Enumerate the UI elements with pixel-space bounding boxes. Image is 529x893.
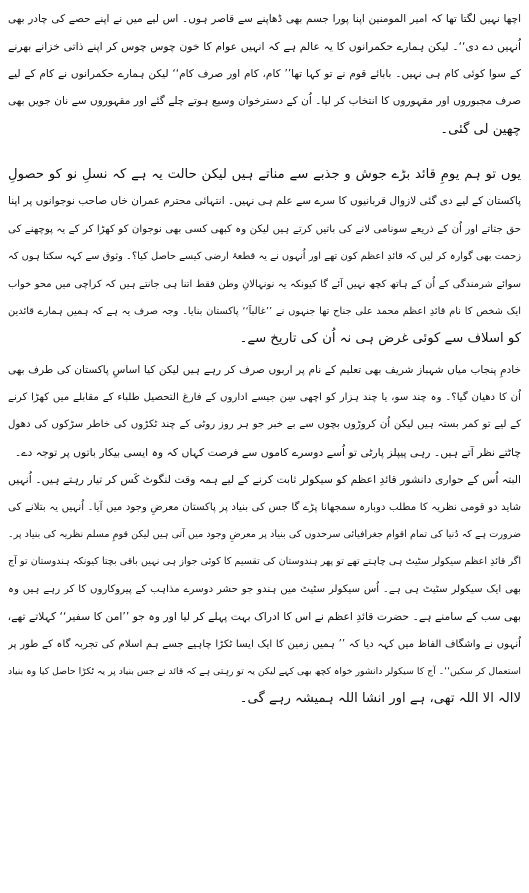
text-line: لاالہ الا اللہ تھی، ہے اور انشا اللہ ہمیشہ رہے گی۔ — [239, 691, 521, 707]
text-line: چاٹتے نظر آتے ہیں۔ رہی پیپلز پارٹی تو اُسے دوسرے کاموں سے فرصت کہاں کہ وہ ایسی بیکار باتوں پر توجہ دے۔ — [14, 445, 521, 459]
text-line: ضرورت ہے کہ دُنیا کی تمام اقوام جغرافیائی سرحدوں کی بنیاد پر معرضِ وجود میں آتی ہیں لیکن قومِ مسلم نظریہ کی بنیاد پر۔ — [8, 529, 521, 541]
paragraph-spacer — [8, 143, 521, 161]
paragraph-2 — [8, 161, 521, 353]
text-line: زحمت بھی گوارہ کر لیں کہ قائدِ اعظم کون تھے اور اُنہوں نے یہ قطعۂ ارضی کیسے حاصل کیا؟۔ وثوق سے کہہ سکتا ہوں کہ — [8, 251, 521, 263]
text-line: اُن کا دھیان گیا؟۔ وہ چند سو، یا چند ہزار کو اچھی سِن جیسے اداروں کے فارغ التحصیل طلباء کے مقابلے میں کھڑا کرنے — [8, 392, 521, 404]
text-line: بھی ایک سیکولر سٹیٹ ہی ہے۔ اُس سیکولر سٹیٹ میں ہندو جو حشر دوسرے مذاہب کے پیروکاروں کا کر رہے ہیں وہ — [8, 583, 521, 595]
paragraph-3 — [8, 357, 521, 467]
text-line: اُنہوں نے واشگاف الفاظ میں کہہ دیا کہ ’’ ہمیں زمین کا ایک ایسا ٹکڑا چاہیے جسے ہم اسلام کی تجربہ گاہ کے طور پر — [8, 638, 521, 650]
text-line: کے لیے تو کمر بستہ ہیں لیکن اُن کروڑوں بچوں سے بے خبر جو ہر روز روٹی کے چند ٹکڑوں کی خاطر سڑکوں کی دھول — [8, 419, 521, 431]
text-line: خادمِ پنجاب میاں شہباز شریف بھی تعلیم کے نام پر اربوں صرف کر رہے ہیں لیکن کیا اساسِ پاکستان کی طرف بھی — [8, 363, 521, 376]
text-line: چھین لی گئی۔ — [440, 121, 521, 137]
text-line: ایک شخص کا نام قائدِ اعظم محمد علی جناح تھا جنہوں نے ’’غالباََ‘‘ پاکستان بنایا۔ وجہ صرف یہ ہے کہ ہمیں ہمارے قائدین — [8, 305, 521, 317]
text-line: البتہ اُس کے حواری دانشور قائدِ اعظم کو سیکولر ثابت کرنے کے لیے ہمہ وقت لنگوٹ کَس کر تیار رہتے ہیں۔ اُنہیں — [8, 473, 521, 487]
text-line: کو اسلاف سے کوئی غرض ہی نہ اُن کی تاریخ سے۔ — [239, 331, 521, 347]
text-line: اُنہیں دے دی‘‘۔ لیکن ہمارے حکمرانوں کا یہ عالم ہے کہ انہیں عوام کا خون چوس چوس کر اپنے ذاتی خزانے بھرنے — [8, 40, 521, 54]
text-line: صرف مجبوروں اور مقہوروں کا انتخاب کر لیا۔ اُن کے دسترخوان وسیع ہوتے چلے گئے اور مقہوروں سے نان جویں بھی — [8, 95, 521, 108]
paragraph-1 — [8, 6, 521, 143]
text-line: یوں تو ہم یومِ قائد بڑے جوش و جذبے سے مناتے ہیں لیکن حالت یہ ہے کہ نسلِ نو کو حصولِ — [8, 166, 521, 182]
text-line: بھی سب کے سامنے ہے۔ حضرت قائدِ اعظم نے اس کا ادراک بہت پہلے کر لیا اور وہ جو ’’امن کا سفیر‘‘ کہلاتے تھے، — [8, 610, 521, 624]
text-line: شاید دو قومی نظریہ کا مطلب دوبارہ سمجھانا پڑے گا جس کی بنیاد پر پاکستان معرضِ وجود میں آیا۔ اُنہیں یہ بتلانے کی — [8, 501, 521, 513]
text-line: اچھا نہیں لگتا تھا کہ امیر المومنین اپنا پورا جسم بھی ڈھاپنے سے قاصر ہوں۔ اس لیے میں نے اپنے حصے کی چادر بھی — [8, 13, 521, 25]
paragraph-4 — [8, 466, 521, 713]
text-line: پاکستان کے لیے دی گئی لازوال قربانیوں کا سرے سے علم ہی نہیں۔ انتہائی محترم عمران خاں صاحب نوجوانوں پر اپنا — [8, 195, 521, 208]
text-line: سوائے شرمندگی کے اُن کے ہاتھ کچھ نہیں آئے گا کیونکہ یہ نونہالانِ وطن فقط اتنا ہی جانتے ہیں کہ کراچی میں محو خواب — [8, 278, 521, 290]
text-line: اگر قائدِ اعظم سیکولر سٹیٹ ہی چاہتے تھے تو پھر ہندوستان کی تقسیم کا کوئی جواز ہی نہیں باقی بچتا کیونکہ ہندوستان تو آج — [8, 556, 521, 568]
text-line: حق جتاتے اور اُن کے ذریعے سونامی لانے کی باتیں کرتے ہیں لیکن وہ کبھی کسی بھی نوجوان کو کھڑا کر کے یہ پوچھنے کی — [8, 223, 521, 235]
text-line: کے سوا کوئی کام ہی نہیں۔ بابائے قوم نے تو کہا تھا’’ کام، کام اور صرف کام‘‘ لیکن ہمارے حکمرانوں نے کام کے لیے — [8, 67, 521, 80]
text-line: استعمال کر سکیں‘‘۔ آج کا سیکولر دانشور خواہ کچھ بھی کہے لیکن یہ تو رہتی ہے کہ قائد نے جس بنیاد پر یہ ٹکڑا حاصل کیا وہ بنیاد — [8, 665, 521, 677]
